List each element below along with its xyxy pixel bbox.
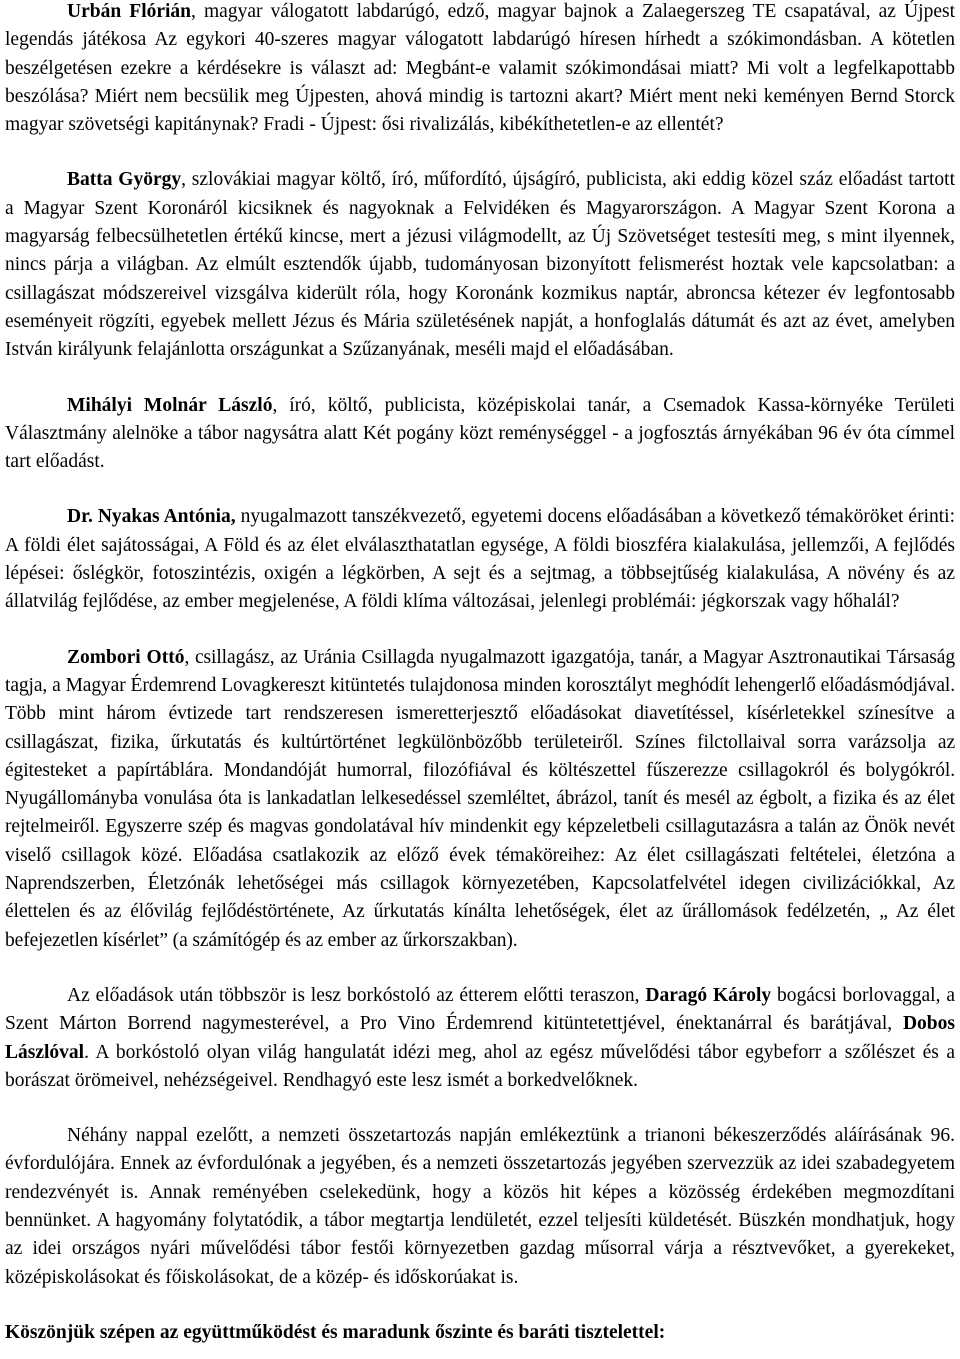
paragraph-urban <box>5 0 955 139</box>
closing-line: Köszönjük szépen az együttműködést és maradunk őszinte és baráti tisztelettel: <box>5 1321 666 1343</box>
paragraph-text: , magyar válogatott labdarúgó, edző, magyar bajnok a Zalaegerszeg TE csapatával, az Újpest legendás játékosa Az egykori 40-szeres magyar válogatott labdarúgó híresen hírhedt a szókimondásban. A kötetlen beszélgetésen ezekre a kérdésekre is választ ad: Megbánt-e valamit szókimondásai miatt? Mi volt a legfelkapottabb beszólása? Miért nem becsülik meg Újpesten, ahová mindig is tartozni akart? Miért ment neki keményen Bernd Storck magyar szövetségi kapitánynak? Fradi - Újpest: ősi rivalizálás, kibékíthetetlen-e az ellentét? <box>5 1 955 136</box>
paragraph-text: Néhány nappal ezelőtt, a nemzeti összetartozás napján emlékeztünk a trianoni békeszerződés aláírásának 96. évfordulójára. Ennek az évfordulónak a jegyében, és a nemzeti összetartozás jegyében szervezzük az idei szabadegyetem rendezvényét is. Annak reményében cselekedünk, hogy a közös hit képes a közösség érdekében megmozdítani bennünket. A hagyomány folytatódik, a tábor megtartja lendületét, ezzel teljesíti küldetését. Büszkén mondhatjuk, hogy az idei országos nyári művelődési tábor festői környezetben gazdag műsorral várja a résztvevőket, a gyerekeket, középiskolásokat és főiskolásokat, de a közép- és időskorúakat is. <box>5 1125 955 1288</box>
paragraph-text: , szlovákiai magyar költő, író, műfordító, újságíró, publicista, aki eddig közel száz előadást tartott a Magyar Szent Koronáról kicsiknek és nagyoknak a Felvidéken és Magyarországon. A Magyar Szent Korona a magyarság felbecsülhetetlen értékű kincse, mert a jézusi világmodellt, az Új Szövetséget testesíti meg, s mint ilyennek, nincs párja a világban. Az elmúlt esztendők újabb, tudományosan bizonyított felismerést hoztak vele kapcsolatban: a csillagászat módszereivel vizsgálva kiderült róla, hogy Koronánk kozmikus naptár, abroncsa kétezer év legfontosabb eseményeit rögzíti, egyebek mellett Jézus és Mária születésének napját, a honfoglalás dátumát és azt az évet, amelyben István királyunk felajánlotta országunkat a Szűzanyának, meséli majd el előadásában. <box>5 169 955 361</box>
person-name-mihalyi: Mihályi Molnár László <box>67 394 273 416</box>
paragraph-text: , csillagász, az Uránia Csillagda nyugalmazott igazgatója, tanár, a Magyar Asztronautikai Társaság tagja, a Magyar Érdemrend Lovagkereszt kitüntetés tulajdonosa minden korosztályt meghódít lehengerlő előadásmódjával. Több mint három évtizede tart rendszeresen ismeretterjesztő előadásokat diavetítéssel, kísérletekkel színesítve a csillagászat, fizika, űrkutatás és kultúrtörténet legkülönbözőbb területeiről. Színes filctollaival sorra varázsolja az égitesteket a papírtáblára. Mondandóját humorral, filozófiával és költészettel fűszerezze csillagokról és bolygókról. Nyugállományba vonulása óta is lankadatlan lelkesedéssel szemléltet, ábrázol, tanít és mesél az égbolt, a fizika és az élet rejtelmeiről. Egyszerre szép és magvas gondolatával hív mindenkit egy képzeletbeli csillagutazásra a talán az Önök nevét viselő csillagok közé. Előadása csatlakozik az előző évek témaköreihez: Az élet csillagászati feltételei, életzóna a Naprendszerben, Életzónák lehetőségei más csillagok környezetében, Kapcsolatfelvétel idegen civilizációkkal, Az élettelen és az élővilág fejlődéstörténete, Az űrkutatás kínálta lehetőségek, élet az űrállomások fedélzetén, „ Az élet befejezetlen kísérlet” (a számítógép és az ember az űrkorszakban). <box>5 646 955 951</box>
person-name-zombori: Zombori Ottó <box>67 646 185 668</box>
person-name-nyakas: Dr. Nyakas Antónia, <box>67 506 236 528</box>
paragraph-text: nyugalmazott tanszékvezető, egyetemi docens előadásában a következő témaköröket érinti: A földi élet sajátosságai, A Föld és az élet elválaszthatatlan egysége, A földi bioszféra kialakulása, jellemzői, A fejlődés lépései: őslégkör, fotoszintézis, oxigén a légkörben, A sejt és a sejtmag, a többsejtűség kialakulása, A növény és az állatvilág fejlődése, az ember megjelenése, A földi klíma változásai, jelenlegi problémái: jégkorszak vagy hőhalál? <box>5 506 955 613</box>
paragraph-nemzeti <box>5 1122 955 1292</box>
paragraph-batta <box>5 166 955 364</box>
paragraph-nyakas <box>5 503 955 616</box>
person-name-darago: Daragó Károly <box>645 984 772 1006</box>
person-name-batta: Batta György <box>67 169 182 191</box>
paragraph-borkostolo <box>5 982 955 1095</box>
paragraph-mihalyi <box>5 392 955 477</box>
paragraph-text: Az előadások után többször is lesz borkóstoló az étterem előtti teraszon, <box>67 984 646 1006</box>
person-name-dobos: Dobos Lászlóval <box>5 1013 955 1063</box>
paragraph-text: , író, költő, publicista, középiskolai tanár, a Csemadok Kassa-környéke Területi Választmány alelnöke a tábor nagysátra alatt Két pogány közt reménységgel - a jogfosztás árnyékában 96 év óta címmel tart előadást. <box>5 394 955 473</box>
paragraph-text: . A borkóstoló olyan világ hangulatát idézi meg, ahol az egész művelődési tábor egybeforr a szőlészet és a borászat örömeivel, nehézségeivel. Rendhagyó este lesz ismét a borkedvelőknek. <box>5 1041 955 1091</box>
paragraph-zombori <box>5 644 955 955</box>
person-name-urban: Urbán Flórián <box>67 1 192 22</box>
paragraph-text: bogácsi borlovaggal, a Szent Márton Borrend nagymesterével, a Pro Vino Érdemrend kitüntetettjével, énektanárral és barátjával, <box>5 984 955 1035</box>
